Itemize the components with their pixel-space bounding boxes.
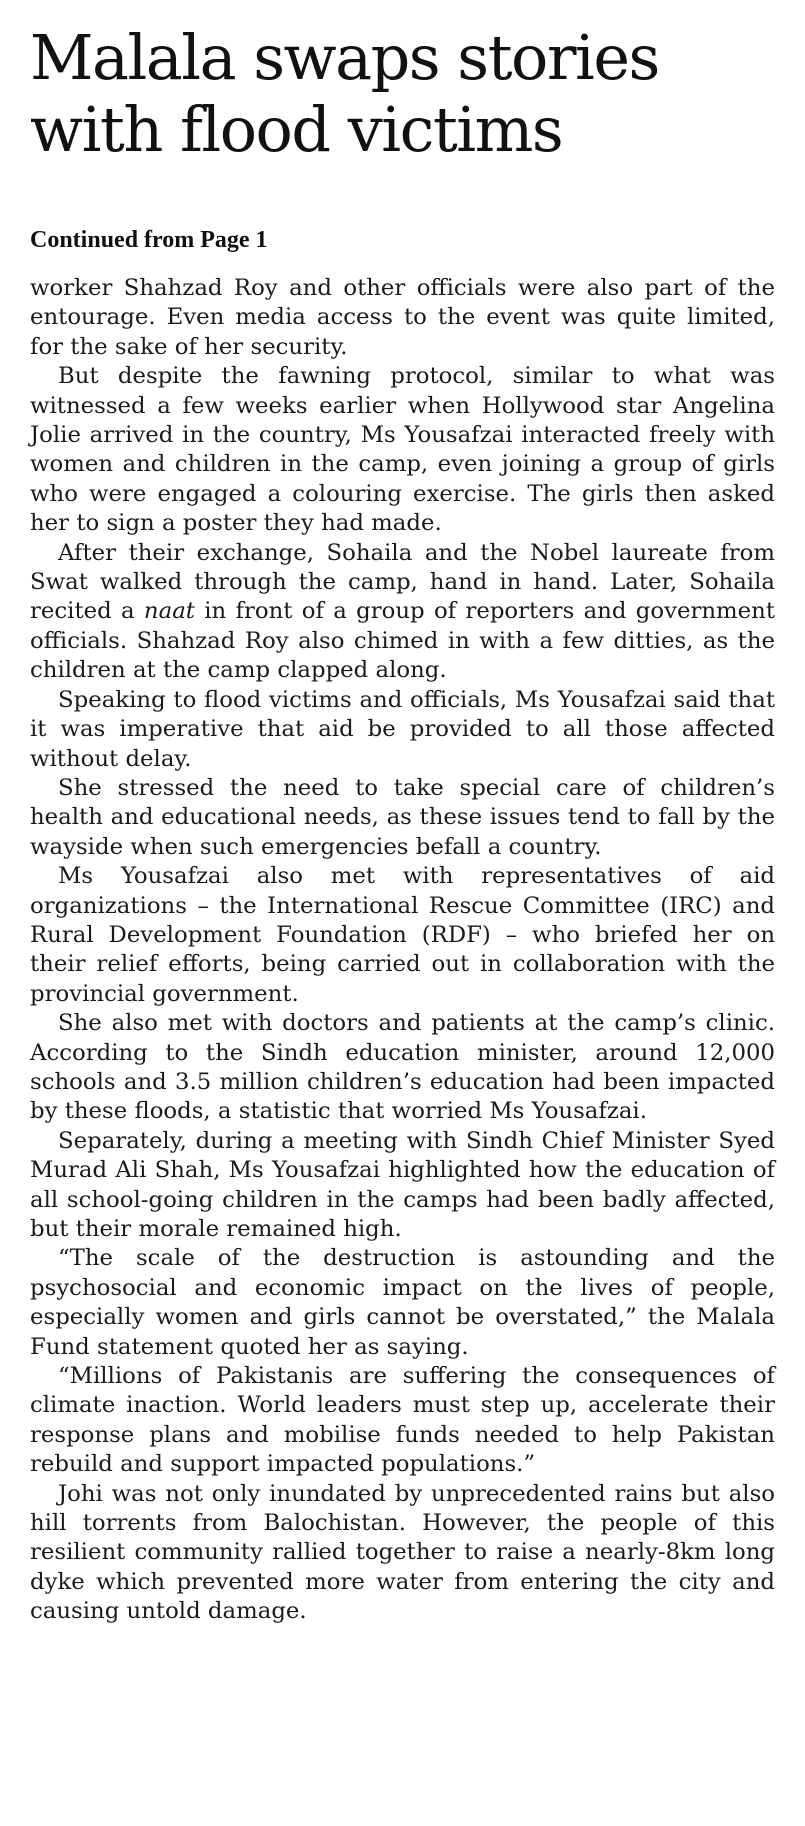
paragraph-5: She stressed the need to take special care of children’s health and educational needs, as these issues tend to fall by the wayside when such emergencies befall a country. bbox=[30, 774, 775, 860]
paragraph-3-part-1: After their exchange, Sohaila and the Nobel laureate from Swat walked through the camp, hand in hand. Later, Sohaila recited a bbox=[30, 539, 775, 625]
paragraph-11: Johi was not only inundated by unprecedented rains but also hill torrents from Balochistan. However, the people of this resilient community rallied together to raise a nearly-8km long dyke which prevented more water from entering the city and causing untold damage. bbox=[30, 1480, 775, 1625]
paragraph-1: worker Shahzad Roy and other officials were also part of the entourage. Even media access to the event was quite limited, for the sake of her security. bbox=[30, 275, 775, 360]
paragraph-7: She also met with doctors and patients at the camp’s clinic. According to the Sindh education minister, around 12,000 schools and 3.5 million children’s education had been impacted by these floods, a statistic that worried Ms Yousafzai. bbox=[30, 1010, 775, 1125]
article-body bbox=[30, 274, 775, 1627]
article-page bbox=[30, 22, 775, 1627]
paragraph-3-part-2: in front of a group of reporters and government officials. Shahzad Roy also chimed in with a few ditties, as the children at the camp clapped along. bbox=[30, 598, 775, 684]
paragraph-3 bbox=[30, 539, 775, 686]
paragraph-6: Ms Yousafzai also met with representatives of aid organizations – the International Rescue Committee (IRC) and Rural Development Foundation (RDF) – who briefed her on their relief efforts, being carried out in collaboration with the provincial government. bbox=[30, 863, 775, 1007]
naat-term: naat bbox=[143, 598, 195, 625]
headline: Malala swaps stories with flood victims bbox=[30, 21, 659, 166]
paragraph-8: Separately, during a meeting with Sindh Chief Minister Syed Murad Ali Shah, Ms Yousafzai highlighted how the education of all school-going children in the camps had been badly affected, but their morale remained high. bbox=[30, 1127, 775, 1242]
paragraph-2: But despite the fawning protocol, similar to what was witnessed a few weeks earlier when Hollywood star Angelina Jolie arrived in the country, Ms Yousafzai interacted freely with women and children in the camp, even joining a group of girls who were engaged a colouring exercise. The girls then asked her to sign a poster they had made. bbox=[30, 363, 775, 537]
paragraph-9: “The scale of the destruction is astounding and the psychosocial and economic impact on the lives of people, especially women and girls cannot be overstated,” the Malala Fund statement quoted her as saying. bbox=[30, 1245, 775, 1360]
paragraph-4: Speaking to flood victims and officials, Ms Yousafzai said that it was imperative that aid be provided to all those affected without delay. bbox=[30, 686, 775, 772]
continued-label: Continued from Page 1 bbox=[30, 227, 268, 253]
paragraph-10: “Millions of Pakistanis are suffering the consequences of climate inaction. World leaders must step up, accelerate their response plans and mobilise funds needed to help Pakistan rebuild and support impacted populations.” bbox=[30, 1363, 775, 1478]
